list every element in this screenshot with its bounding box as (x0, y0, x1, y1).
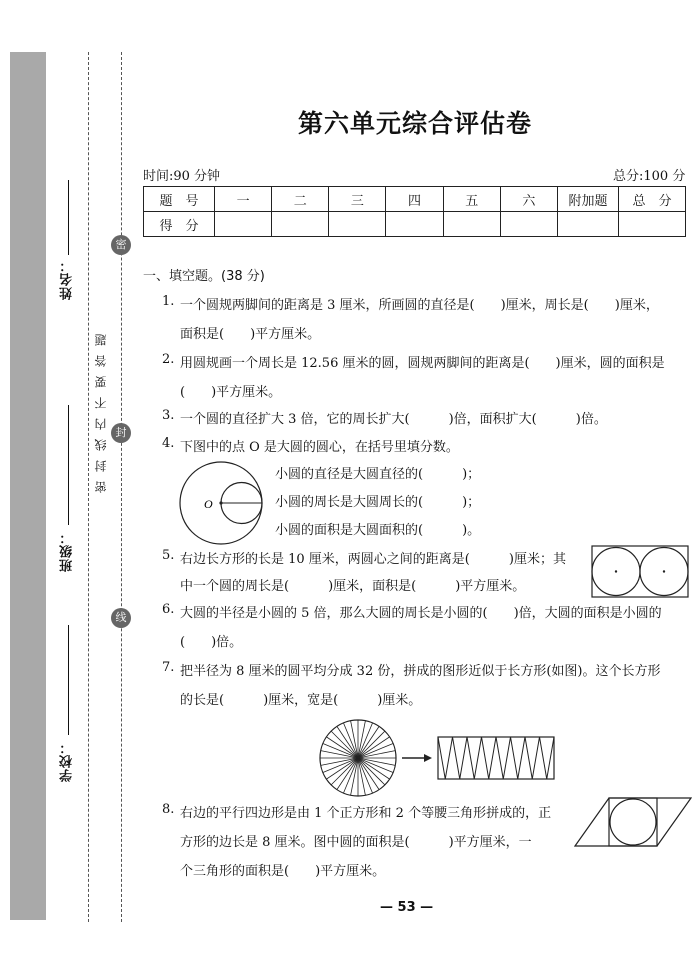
seal-mi: 密 (111, 235, 131, 255)
exam-time: 时间:90 分钟 (143, 169, 221, 184)
question-number: 4. (162, 436, 175, 451)
question-number: 2. (162, 352, 175, 367)
class-label: 班级： (60, 530, 75, 572)
q3-line1: 一个圆的直径扩大 3 倍，它的周长扩大( )倍，面积扩大( )倍。 (180, 412, 607, 427)
page-number: — 53 — (380, 900, 434, 915)
q1-line1: 一个圆规两脚间的距离是 3 厘米，所画圆的直径是( )厘米，周长是( )厘米， (180, 298, 659, 313)
name-label: 姓名： (60, 258, 75, 300)
question-number: 8. (162, 802, 175, 817)
question-number: 7. (162, 660, 175, 675)
q4-sub3: 小圆的面积是大圆面积的( )。 (275, 523, 481, 538)
binding-strip (10, 52, 46, 920)
question-number: 3. (162, 408, 175, 423)
point-o-label: O (204, 497, 213, 511)
total-score: 总分:100 分 (613, 169, 686, 184)
q7-line2: 的长是( )厘米，宽是( )厘米。 (180, 693, 422, 708)
school-fill-line (68, 625, 69, 735)
score-cell[interactable] (386, 212, 443, 237)
cut-line-inner (121, 52, 122, 922)
table-cell: 题 号 (144, 187, 215, 212)
circle-to-rectangle-figure (318, 717, 566, 799)
name-fill-line (68, 180, 69, 255)
q6-line1: 大圆的半径是小圆的 5 倍，那么大圆的周长是小圆的( )倍，大圆的面积是小圆的 (180, 606, 662, 621)
table-cell: 一 (215, 187, 272, 212)
cut-line-outer (88, 52, 89, 922)
question-number: 1. (162, 294, 175, 309)
q4-sub2: 小圆的周长是大圆周长的( )； (275, 495, 481, 510)
page-title: 第六单元综合评估卷 (297, 109, 532, 138)
q8-line2: 方形的边长是 8 厘米。图中圆的面积是( )平方厘米，一 (180, 835, 532, 850)
q4-sub1: 小圆的直径是大圆直径的( )； (275, 467, 481, 482)
q1-line2: 面积是( )平方厘米。 (180, 327, 321, 342)
table-cell: 总 分 (619, 187, 686, 212)
q2-line2: ( )平方厘米。 (180, 385, 282, 400)
seal-notice: 密封线内不要答题 (94, 325, 108, 493)
table-cell: 附加题 (558, 187, 619, 212)
q4-line1: 下图中的点 O 是大圆的圆心，在括号里填分数。 (180, 440, 459, 455)
score-cell[interactable] (500, 212, 557, 237)
q7-line1: 把半径为 8 厘米的圆平均分成 32 份，拼成的图形近似于长方形(如图)。这个长方形 (180, 664, 661, 679)
q8-line3: 个三角形的面积是( )平方厘米。 (180, 864, 386, 879)
score-cell[interactable] (272, 212, 329, 237)
q6-line2: ( )倍。 (180, 635, 243, 650)
parallelogram-figure (574, 797, 692, 847)
seal-xian: 线 (111, 608, 131, 628)
class-fill-line (68, 405, 69, 525)
q2-line1: 用圆规画一个周长是 12.56 厘米的圆，圆规两脚间的距离是( )厘米，圆的面积是 (180, 356, 665, 371)
rectangle-two-circles-figure (591, 545, 689, 598)
table-cell: 得 分 (144, 212, 215, 237)
score-cell[interactable] (215, 212, 272, 237)
table-cell: 三 (329, 187, 386, 212)
score-table-header-row (144, 187, 686, 212)
question-number: 5. (162, 548, 175, 563)
table-cell: 二 (272, 187, 329, 212)
q5-line2: 中一个圆的周长是( )厘米，面积是( )平方厘米。 (180, 579, 526, 594)
school-label: 学校： (60, 740, 75, 782)
score-cell[interactable] (619, 212, 686, 237)
question-number: 6. (162, 602, 175, 617)
table-cell: 四 (386, 187, 443, 212)
q8-line1: 右边的平行四边形是由 1 个正方形和 2 个等腰三角形拼成的，正 (180, 806, 552, 821)
section-heading: 一、填空题。(38 分) (143, 269, 265, 284)
seal-feng: 封 (111, 423, 131, 443)
q5-line1: 右边长方形的长是 10 厘米，两圆心之间的距离是( )厘米；其 (180, 552, 566, 567)
score-cell[interactable] (443, 212, 500, 237)
score-cell[interactable] (558, 212, 619, 237)
table-cell: 六 (500, 187, 557, 212)
concentric-circles-figure (176, 460, 266, 546)
score-table-score-row (144, 212, 686, 237)
table-cell: 五 (443, 187, 500, 212)
score-cell[interactable] (329, 212, 386, 237)
score-table (143, 186, 686, 237)
